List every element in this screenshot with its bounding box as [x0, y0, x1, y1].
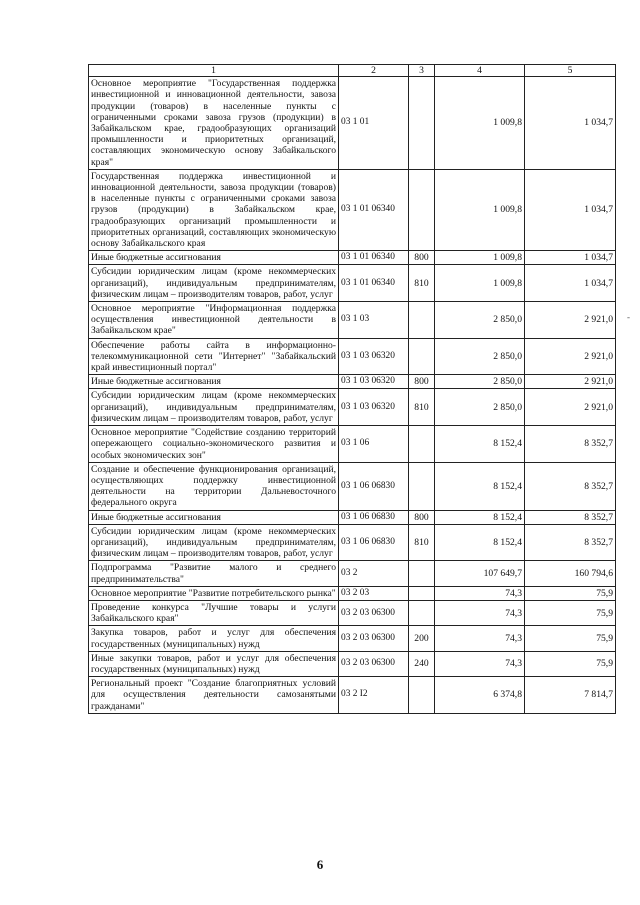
row-amount-col5-cell: 75,9 — [525, 586, 616, 600]
row-expense-type-cell: 800 — [409, 375, 435, 389]
row-code-cell: 03 2 03 06300 — [339, 651, 409, 676]
column-header: 2 — [339, 65, 409, 77]
row-expense-type-cell: 810 — [409, 524, 435, 561]
table-header-row — [89, 65, 616, 77]
row-name-cell: Иные бюджетные ассигнования — [89, 251, 339, 265]
row-amount-col4-cell: 2 850,0 — [435, 389, 525, 426]
margin-mark: - — [627, 312, 630, 322]
table-row — [89, 651, 616, 676]
row-code-cell: 03 2 03 — [339, 586, 409, 600]
row-code-cell: 03 1 03 06320 — [339, 375, 409, 389]
table-row — [89, 265, 616, 302]
table-row — [89, 251, 616, 265]
row-amount-col4-cell: 107 649,7 — [435, 561, 525, 586]
page-number: 6 — [316, 857, 324, 872]
table-row — [89, 338, 616, 375]
row-amount-col5-cell: 75,9 — [525, 651, 616, 676]
row-code-cell: 03 1 06 — [339, 426, 409, 463]
row-amount-col4-cell: 1 009,8 — [435, 251, 525, 265]
row-expense-type-cell: 240 — [409, 651, 435, 676]
row-name-cell: Проведение конкурса "Лучшие товары и услуги Забайкальского края" — [89, 600, 339, 625]
row-code-cell: 03 1 06 06830 — [339, 510, 409, 524]
row-name-cell: Региональный проект "Создание благоприятных условий для осуществления деятельности самозанятыми гражданами" — [89, 677, 339, 714]
row-amount-col5-cell: 160 794,6 — [525, 561, 616, 586]
row-amount-col4-cell: 8 152,4 — [435, 524, 525, 561]
row-code-cell: 03 1 01 06340 — [339, 169, 409, 250]
row-amount-col5-cell: 1 034,7 — [525, 265, 616, 302]
row-amount-col5-cell: 1 034,7 — [525, 77, 616, 170]
row-code-cell: 03 2 — [339, 561, 409, 586]
row-amount-col5-cell: 1 034,7 — [525, 251, 616, 265]
row-name-cell: Основное мероприятие "Содействие созданию территорий опережающего социально-экономического развития и особых экономических зон" — [89, 426, 339, 463]
row-amount-col4-cell: 1 009,8 — [435, 265, 525, 302]
budget-table — [88, 64, 616, 714]
table-row — [89, 462, 616, 510]
table-row — [89, 389, 616, 426]
row-code-cell: 03 1 01 06340 — [339, 265, 409, 302]
row-name-cell: Обеспечение работы сайта в информационно-телекоммуникационной сети "Интернет" "Забайкальский край инвестиционный портал" — [89, 338, 339, 375]
row-amount-col4-cell: 74,3 — [435, 600, 525, 625]
row-name-cell: Основное мероприятие "Государственная поддержка инвестиционной и инновационной деятельности, завоза продукции (товаров) в населенные пункты с ограниченными сроками завоза грузов (продукции) в Забайкальском крае, градообразующих организаций промышленности и приоритетных организаций, составляющих экономическую основу Забайкальского края" — [89, 77, 339, 170]
row-name-cell: Подпрограмма "Развитие малого и среднего предпринимательства" — [89, 561, 339, 586]
row-amount-col4-cell: 74,3 — [435, 626, 525, 651]
row-code-cell: 03 2 03 06300 — [339, 600, 409, 625]
row-code-cell: 03 1 06 06830 — [339, 462, 409, 510]
row-amount-col5-cell: 8 352,7 — [525, 524, 616, 561]
budget-table-body — [89, 65, 616, 714]
row-amount-col5-cell: 8 352,7 — [525, 462, 616, 510]
row-amount-col4-cell: 2 850,0 — [435, 338, 525, 375]
row-name-cell: Основное мероприятие "Развитие потребительского рынка" — [89, 586, 339, 600]
row-expense-type-cell — [409, 561, 435, 586]
table-row — [89, 600, 616, 625]
row-amount-col4-cell: 8 152,4 — [435, 462, 525, 510]
row-amount-col5-cell: 8 352,7 — [525, 426, 616, 463]
row-code-cell: 03 1 01 — [339, 77, 409, 170]
row-amount-col4-cell: 8 152,4 — [435, 426, 525, 463]
row-expense-type-cell — [409, 338, 435, 375]
row-expense-type-cell: 810 — [409, 389, 435, 426]
row-amount-col5-cell: 75,9 — [525, 600, 616, 625]
row-expense-type-cell — [409, 586, 435, 600]
row-code-cell: 03 1 03 06320 — [339, 338, 409, 375]
row-expense-type-cell — [409, 302, 435, 339]
row-expense-type-cell — [409, 462, 435, 510]
table-row — [89, 586, 616, 600]
row-code-cell: 03 1 03 06320 — [339, 389, 409, 426]
row-amount-col4-cell: 74,3 — [435, 586, 525, 600]
row-name-cell: Иные закупки товаров, работ и услуг для обеспечения государственных (муниципальных) нужд — [89, 651, 339, 676]
row-expense-type-cell — [409, 600, 435, 625]
table-row — [89, 510, 616, 524]
row-name-cell: Субсидии юридическим лицам (кроме некоммерческих организаций), индивидуальным предпринимателям, физическим лицам – производителям товаров, работ, услуг — [89, 389, 339, 426]
row-expense-type-cell: 800 — [409, 510, 435, 524]
row-expense-type-cell: 200 — [409, 626, 435, 651]
row-name-cell: Субсидии юридическим лицам (кроме некоммерческих организаций), индивидуальным предпринимателям, физическим лицам – производителям товаров, работ, услуг — [89, 524, 339, 561]
table-row — [89, 426, 616, 463]
row-amount-col4-cell: 1 009,8 — [435, 169, 525, 250]
row-amount-col5-cell: 75,9 — [525, 626, 616, 651]
row-name-cell: Иные бюджетные ассигнования — [89, 375, 339, 389]
row-code-cell: 03 1 06 06830 — [339, 524, 409, 561]
row-amount-col4-cell: 74,3 — [435, 651, 525, 676]
row-expense-type-cell: 810 — [409, 265, 435, 302]
row-expense-type-cell: 800 — [409, 251, 435, 265]
row-expense-type-cell — [409, 677, 435, 714]
row-expense-type-cell — [409, 169, 435, 250]
row-expense-type-cell — [409, 77, 435, 170]
row-amount-col4-cell: 8 152,4 — [435, 510, 525, 524]
row-name-cell: Субсидии юридическим лицам (кроме некоммерческих организаций), индивидуальным предпринимателям, физическим лицам – производителям товаров, работ, услуг — [89, 265, 339, 302]
row-code-cell: 03 2 I2 — [339, 677, 409, 714]
table-row — [89, 561, 616, 586]
table-row — [89, 169, 616, 250]
row-name-cell: Создание и обеспечение функционирования организаций, осуществляющих поддержку инвестиционной деятельности на территории Дальневосточного федерального округа — [89, 462, 339, 510]
row-amount-col4-cell: 6 374,8 — [435, 677, 525, 714]
row-amount-col4-cell: 2 850,0 — [435, 375, 525, 389]
column-header: 3 — [409, 65, 435, 77]
row-amount-col5-cell: 8 352,7 — [525, 510, 616, 524]
table-row — [89, 677, 616, 714]
row-amount-col4-cell: 2 850,0 — [435, 302, 525, 339]
column-header: 4 — [435, 65, 525, 77]
row-expense-type-cell — [409, 426, 435, 463]
row-name-cell: Иные бюджетные ассигнования — [89, 510, 339, 524]
table-row — [89, 77, 616, 170]
table-row — [89, 302, 616, 339]
column-header: 5 — [525, 65, 616, 77]
row-name-cell: Основное мероприятие "Информационная поддержка осуществления инвестиционной деятельности в Забайкальском крае" — [89, 302, 339, 339]
table-row — [89, 626, 616, 651]
row-amount-col5-cell: 2 921,0 — [525, 389, 616, 426]
row-amount-col5-cell: 2 921,0 — [525, 302, 616, 339]
table-row — [89, 375, 616, 389]
row-name-cell: Государственная поддержка инвестиционной и инновационной деятельности, завоза продукции (товаров) в населенные пункты с ограниченными сроками завоза грузов (продукции) в Забайкальском крае, градообразующих организаций промышленности и приоритетных организаций, составляющих экономическую основу Забайкальского края — [89, 169, 339, 250]
row-name-cell: Закупка товаров, работ и услуг для обеспечения государственных (муниципальных) нужд — [89, 626, 339, 651]
row-code-cell: 03 1 01 06340 — [339, 251, 409, 265]
row-amount-col4-cell: 1 009,8 — [435, 77, 525, 170]
column-header: 1 — [89, 65, 339, 77]
row-amount-col5-cell: 2 921,0 — [525, 338, 616, 375]
table-row — [89, 524, 616, 561]
row-amount-col5-cell: 7 814,7 — [525, 677, 616, 714]
row-code-cell: 03 1 03 — [339, 302, 409, 339]
row-code-cell: 03 2 03 06300 — [339, 626, 409, 651]
row-amount-col5-cell: 2 921,0 — [525, 375, 616, 389]
row-amount-col5-cell: 1 034,7 — [525, 169, 616, 250]
